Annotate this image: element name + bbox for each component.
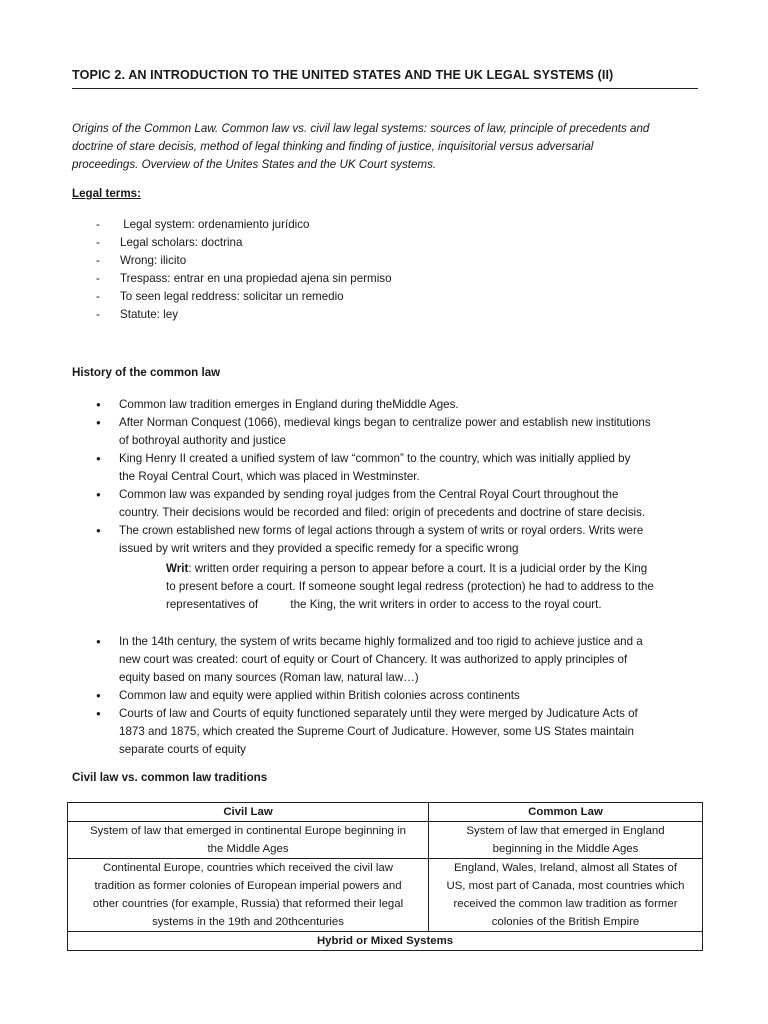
list-item bbox=[72, 522, 698, 558]
bullet-line: equity based on many sources (Roman law, natural law…) bbox=[119, 671, 419, 684]
intro-line: doctrine of stare decisis, method of legal thinking and finding of justice, inquisitorial versus adversarial bbox=[72, 140, 594, 153]
cell-line: System of law that emerged in continental Europe beginning in bbox=[90, 825, 406, 837]
writ-definition bbox=[166, 560, 696, 614]
list-item bbox=[72, 705, 698, 759]
cell-line: other countries (for example, Russia) that reformed their legal bbox=[92, 898, 404, 910]
table-cell bbox=[429, 822, 703, 859]
bullet-line: ● Courts of law and Courts of equity functioned separately until they were merged by Judicature Acts of bbox=[119, 707, 638, 720]
traditions-heading: Civil law vs. common law traditions bbox=[72, 771, 268, 784]
history-heading: History of the common law bbox=[72, 366, 221, 379]
list-item: - Statute: ley bbox=[96, 306, 392, 324]
list-item bbox=[72, 396, 698, 414]
column-header-common-law: Common Law bbox=[429, 803, 703, 822]
table-cell bbox=[429, 859, 703, 932]
cell-line: systems in the 19th and 20thcenturies bbox=[152, 916, 344, 928]
bullet-line: ● Common law tradition emerges in England during theMiddle Ages. bbox=[119, 398, 459, 411]
writ-line: to present before a court. If someone sought legal redress (protection) he had to address to the bbox=[166, 580, 654, 593]
cell-line: US, most part of Canada, most countries which bbox=[446, 880, 685, 892]
traditions-table bbox=[67, 802, 703, 951]
list-item: - To seen legal reddress: solicitar un remedio bbox=[96, 288, 392, 306]
cell-line: Continental Europe, countries which received the civil law bbox=[103, 862, 393, 874]
intro-line: proceedings. Overview of the Unites States and the UK Court systems. bbox=[72, 158, 437, 171]
cell-line: beginning in the Middle Ages bbox=[492, 843, 639, 855]
bullet-line: country. Their decisions would be recorded and filed: origin of precedents and doctrine of stare decisis. bbox=[119, 506, 646, 519]
bullet-line: 1873 and 1875, which created the Supreme Court of Judicature. However, some US States maintain bbox=[119, 725, 634, 738]
bullet-line: the Royal Central Court, which was placed in Westminster. bbox=[119, 470, 420, 483]
list-item: - Trespass: entrar en una propiedad ajena sin permiso bbox=[96, 270, 392, 288]
hybrid-systems-cell: Hybrid or Mixed Systems bbox=[68, 932, 703, 951]
bullet-line: new court was created: court of equity or Court of Chancery. It was authorized to apply principles of bbox=[119, 653, 628, 666]
table-header-row bbox=[68, 803, 703, 822]
bullet-line: ● In the 14th century, the system of writs became highly formalized and too rigid to achieve justice and a bbox=[119, 635, 643, 648]
bullet-line: ● Common law and equity were applied within British colonies across continents bbox=[119, 689, 520, 702]
writ-line: representatives of the King, the writ writers in order to access to the royal court. bbox=[166, 598, 602, 611]
list-item bbox=[72, 486, 698, 522]
history-bullets-1 bbox=[72, 396, 698, 558]
bullet-line: ● King Henry II created a unified system of law “common” to the country, which was initially applied by bbox=[119, 452, 631, 465]
table-cell bbox=[68, 822, 429, 859]
table-footer-row bbox=[68, 932, 703, 951]
cell-line: received the common law tradition as former bbox=[453, 898, 678, 910]
bullet-line: ● Common law was expanded by sending royal judges from the Central Royal Court throughout the bbox=[119, 488, 619, 501]
writ-term: Writ bbox=[166, 562, 189, 575]
cell-line: the Middle Ages bbox=[207, 843, 289, 855]
table-cell bbox=[68, 859, 429, 932]
intro-line: Origins of the Common Law. Common law vs. civil law legal systems: sources of law, principle of precedents and bbox=[72, 122, 650, 135]
list-item: - Legal system: ordenamiento jurídico bbox=[96, 216, 392, 234]
list-item bbox=[72, 450, 698, 486]
writ-line: : written order requiring a person to appear before a court. It is a judicial order by the King bbox=[188, 562, 648, 575]
bullet-line: separate courts of equity bbox=[119, 743, 246, 756]
list-item bbox=[72, 414, 698, 450]
column-header-civil-law: Civil Law bbox=[68, 803, 429, 822]
table-row bbox=[68, 822, 703, 859]
cell-line: System of law that emerged in England bbox=[466, 825, 665, 837]
cell-line: tradition as former colonies of European imperial powers and bbox=[94, 880, 402, 892]
list-item: - Wrong: ilicito bbox=[96, 252, 392, 270]
bullet-line: ● The crown established new forms of legal actions through a system of writs or royal orders. Writs were bbox=[119, 524, 644, 537]
page-title: TOPIC 2. AN INTRODUCTION TO THE UNITED STATES AND THE UK LEGAL SYSTEMS (II) bbox=[72, 68, 614, 82]
bullet-line: of bothroyal authority and justice bbox=[119, 434, 286, 447]
legal-terms-heading: Legal terms: bbox=[72, 187, 141, 200]
bullet-line: ● After Norman Conquest (1066), medieval kings began to centralize power and establish new institutions bbox=[119, 416, 651, 429]
cell-line: colonies of the British Empire bbox=[491, 916, 640, 928]
intro-paragraph bbox=[72, 120, 698, 174]
list-item bbox=[72, 687, 698, 705]
history-bullets-2 bbox=[72, 633, 698, 759]
cell-line: England, Wales, Ireland, almost all States of bbox=[453, 862, 678, 874]
table-row bbox=[68, 859, 703, 932]
list-item: - Legal scholars: doctrina bbox=[96, 234, 392, 252]
list-item bbox=[72, 633, 698, 687]
bullet-line: issued by writ writers and they provided a specific remedy for a specific wrong bbox=[119, 542, 519, 555]
legal-terms-list bbox=[96, 216, 392, 324]
title-rule bbox=[72, 88, 698, 89]
